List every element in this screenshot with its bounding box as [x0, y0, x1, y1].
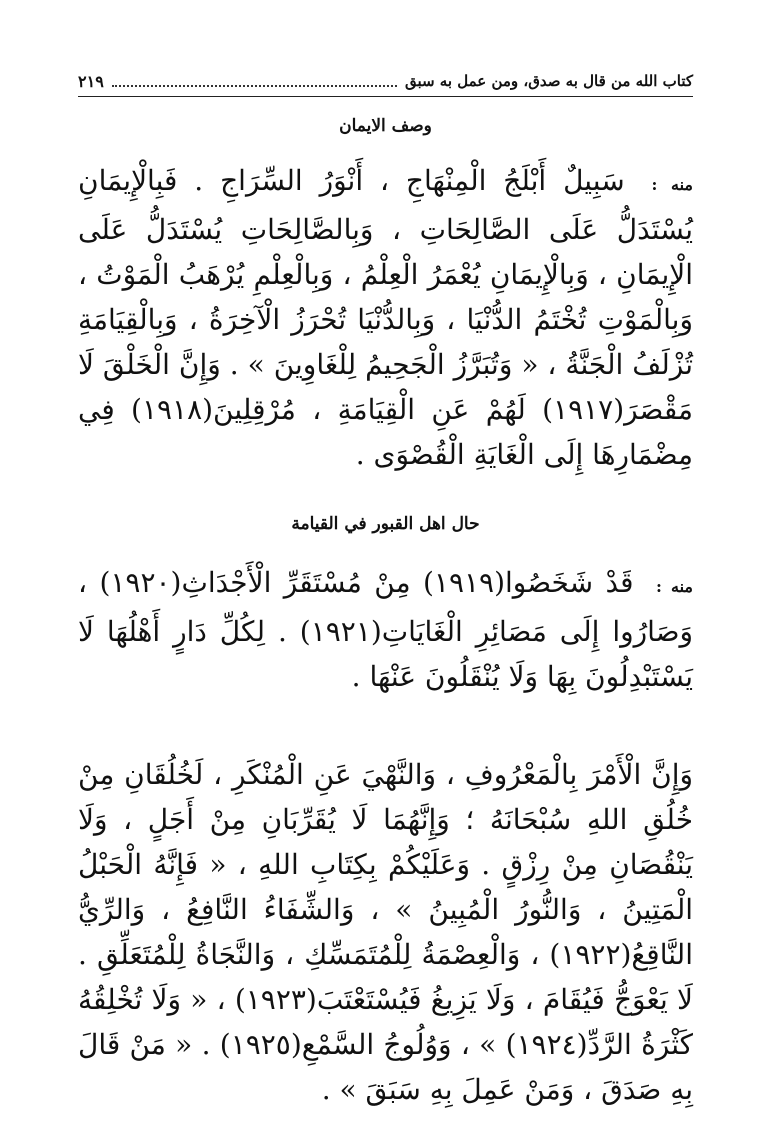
paragraph-commanding-good	[78, 752, 693, 1112]
paragraph-text: قَدْ شَخَصُوا(١٩١٩) مِنْ مُسْتَقَرِّ الْأَجْدَاثِ(١٩٢٠) ، وَصَارُوا إِلَى مَصَائِرِ الْغَايَاتِ(١٩٢١) . لِكُلِّ دَارٍ أَهْلُهَا لَا يَسْتَبْدِلُونَ بِهَا وَلَا يُنْقَلُونَ عَنْهَا .	[78, 566, 694, 693]
header-leader-dots	[112, 75, 397, 87]
section-label: منه :	[656, 577, 693, 596]
paragraph-text: وَإِنَّ الْأَمْرَ بِالْمَعْرُوفِ ، وَالنَّهْيَ عَنِ الْمُنْكَرِ ، لَخُلُقَانِ مِنْ خُلُقِ اللهِ سُبْحَانَهُ ؛ وَإِنَّهُمَا لَا يُقَرِّبَانِ مِنْ أَجَلٍ ، وَلَا يَنْقُصَانِ مِنْ رِزْقٍ . وَعَلَيْكُمْ بِكِتَابِ اللهِ ، « فَإِنَّهُ الْحَبْلُ الْمَتِينُ ، وَالنُّورُ الْمُبِينُ » ، وَالشِّفَاءُ النَّافِعُ ، وَالرِّيُّ النَّاقِعُ(١٩٢٢) ، وَالْعِصْمَةُ لِلْمُتَمَسِّكِ ، وَالنَّجَاةُ لِلْمُتَعَلِّقِ . لَا يَعْوَجُّ فَيُقَامَ ، وَلَا يَزِيغُ فَيُسْتَعْتَبَ(١٩٢٣) ، « وَلَا تُخْلِقُهُ كَثْرَةُ الرَّدِّ(١٩٢٤) » ، وَوُلُوجُ السَّمْعِ(١٩٢٥) . « مَنْ قَالَ بِهِ صَدَقَ ، وَمَنْ عَمِلَ بِهِ سَبَقَ » .	[78, 758, 694, 1106]
paragraph-text: سَبِيلٌ أَبْلَجُ الْمِنْهَاجِ ، أَنْوَرُ السِّرَاجِ . فَبِالْإِيمَانِ يُسْتَدَلُّ عَلَى الصَّالِحَاتِ ، وَبِالصَّالِحَاتِ يُسْتَدَلُّ عَلَى الْإِيمَانِ ، وَبِالْإِيمَانِ يُعْمَرُ الْعِلْمُ ، وَبِالْعِلْمِ يُرْهَبُ الْمَوْتُ ، وَبِالْمَوْتِ تُخْتَمُ الدُّنْيَا ، وَبِالدُّنْيَا تُحْرَزُ الْآخِرَةُ ، وَبِالْقِيَامَةِ تُزْلَفُ الْجَنَّةُ ، « وَتُبَرَّزُ الْجَحِيمُ لِلْغَاوِينَ » . وَإِنَّ الْخَلْقَ لَا مَقْصَرَ(١٩١٧) لَهُمْ عَنِ الْقِيَامَةِ ، مُرْقِلِينَ(١٩١٨) فِي مِضْمَارِهَا إِلَى الْغَايَةِ الْقُصْوَى .	[78, 164, 694, 471]
page-number: ٢١٩	[78, 71, 104, 91]
paragraph-faith	[78, 158, 693, 477]
section-heading-faith: وصف الايمان	[339, 116, 432, 136]
section-heading-graves: حال اهل القبور في القيامة	[291, 514, 480, 534]
paragraph-graves	[78, 560, 693, 699]
running-header	[78, 66, 693, 97]
running-title: كتاب الله من قال به صدق، ومن عمل به سبق	[404, 72, 693, 90]
section-label: منه :	[651, 175, 693, 194]
